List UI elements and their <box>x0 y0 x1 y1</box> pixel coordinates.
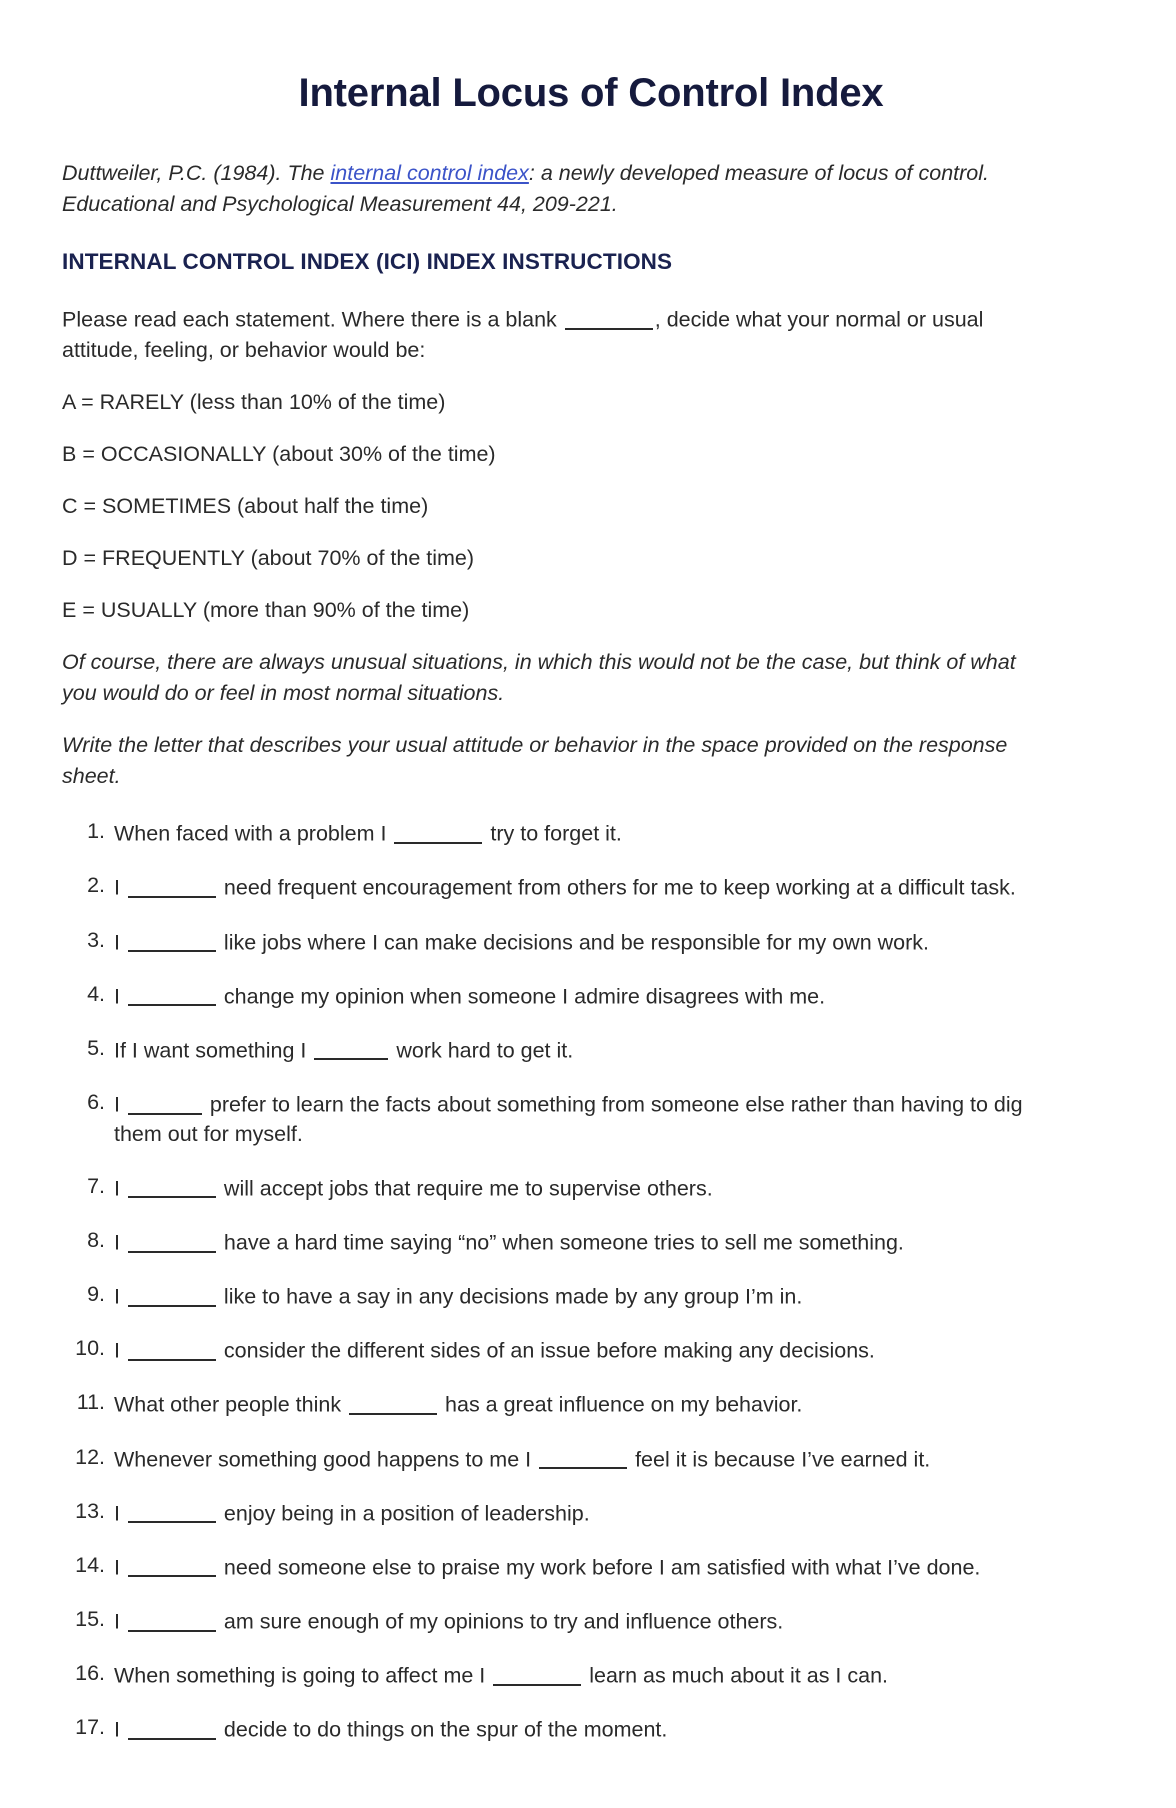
item-text-before-blank: I <box>114 1609 126 1634</box>
item-answer-blank[interactable] <box>349 1391 437 1415</box>
item-text-after-blank: try to forget it. <box>484 821 622 846</box>
item-text-after-blank: have a hard time saying “no” when someone tries to sell me something. <box>217 1230 904 1255</box>
item-answer-blank[interactable] <box>394 820 482 844</box>
item-text-after-blank: learn as much about it as I can. <box>583 1663 888 1688</box>
scale-option-d: D = FREQUENTLY (about 70% of the time) <box>62 546 475 570</box>
item-answer-blank[interactable] <box>539 1446 627 1470</box>
item-number: 5. <box>87 1035 105 1060</box>
item-text <box>114 1659 1074 1691</box>
item-number: 12. <box>75 1444 105 1469</box>
questionnaire-item <box>62 1713 1120 1745</box>
item-answer-blank[interactable] <box>128 874 216 898</box>
item-text <box>114 980 1074 1012</box>
item-text-before-blank: I <box>114 1284 126 1309</box>
item-number: 10. <box>75 1336 105 1361</box>
item-text-before-blank: I <box>114 875 126 900</box>
item-text-after-blank: decide to do things on the spur of the moment. <box>217 1717 668 1742</box>
item-text <box>114 871 1074 903</box>
item-number: 3. <box>87 927 105 952</box>
item-text <box>114 1034 1074 1066</box>
questionnaire-item <box>62 871 1120 903</box>
item-number: 11. <box>76 1390 105 1415</box>
item-answer-blank[interactable] <box>128 1175 216 1199</box>
item-text-before-blank: I <box>114 1501 126 1526</box>
questionnaire-item <box>62 980 1120 1012</box>
item-answer-blank[interactable] <box>128 1716 216 1740</box>
item-text <box>114 1088 1074 1150</box>
questionnaire-item <box>62 1659 1120 1691</box>
instructions-text-part2: , decide what your normal or usual attitude, feeling, or behavior would be: <box>62 307 984 362</box>
questionnaire-item <box>62 1443 1120 1475</box>
item-text-after-blank: consider the different sides of an issue before making any decisions. <box>217 1338 875 1363</box>
item-number: 7. <box>87 1173 105 1198</box>
item-text-after-blank: change my opinion when someone I admire disagrees with me. <box>217 984 826 1009</box>
item-text-before-blank: What other people think <box>114 1392 348 1417</box>
questionnaire-item <box>62 817 1120 849</box>
item-text-after-blank: need someone else to praise my work before I am satisfied with what I’ve done. <box>217 1555 981 1580</box>
questionnaire-item <box>62 1497 1120 1529</box>
internal-control-index-link[interactable]: internal control index <box>330 161 529 185</box>
item-text-before-blank: I <box>114 1717 126 1742</box>
item-text-after-blank: prefer to learn the facts about something from someone else rather than having to dig them out for myself. <box>114 1092 1023 1147</box>
section-heading-instructions: INTERNAL CONTROL INDEX (ICI) INDEX INSTRUCTIONS <box>62 249 673 275</box>
item-number: 13. <box>75 1498 105 1523</box>
note-unusual-situations: Of course, there are always unusual situations, in which this would not be the case, but think of what you would do or feel in most normal situations. <box>62 650 1016 705</box>
item-text <box>114 817 1074 849</box>
item-text-before-blank: If I want something I <box>114 1038 313 1063</box>
item-answer-blank[interactable] <box>128 1229 216 1253</box>
item-text-before-blank: I <box>114 1176 126 1201</box>
item-answer-blank[interactable] <box>128 983 216 1007</box>
item-text-after-blank: need frequent encouragement from others for me to keep working at a difficult task. <box>217 875 1016 900</box>
questionnaire-item-list <box>62 817 1120 1745</box>
item-answer-blank[interactable] <box>128 1608 216 1632</box>
item-text <box>114 1551 1074 1583</box>
item-number: 2. <box>87 873 105 898</box>
item-text-after-blank: enjoy being in a position of leadership. <box>217 1501 590 1526</box>
questionnaire-item <box>62 1172 1120 1204</box>
item-text <box>114 1172 1074 1204</box>
item-number: 16. <box>75 1661 105 1686</box>
item-number: 6. <box>87 1090 105 1115</box>
questionnaire-item <box>62 1605 1120 1637</box>
item-text-after-blank: am sure enough of my opinions to try and influence others. <box>217 1609 784 1634</box>
questionnaire-item <box>62 1334 1120 1366</box>
item-number: 8. <box>87 1228 105 1252</box>
scale-option-e: E = USUALLY (more than 90% of the time) <box>62 598 470 623</box>
item-text <box>114 1226 1074 1258</box>
item-text <box>114 1334 1074 1366</box>
item-text <box>114 1443 1074 1475</box>
item-text <box>114 1605 1074 1637</box>
instructions-text-part1: Please read each statement. Where there is a blank <box>62 307 563 332</box>
item-text-after-blank: has a great influence on my behavior. <box>439 1392 803 1417</box>
instructions-blank <box>565 306 653 330</box>
item-number: 15. <box>75 1607 105 1632</box>
item-text-before-blank: When something is going to affect me I <box>114 1663 492 1688</box>
note-write-letter: Write the letter that describes your usual attitude or behavior in the space provided on the response sheet. <box>62 733 1008 788</box>
item-text-before-blank: I <box>114 1230 126 1255</box>
item-number: 1. <box>87 819 105 844</box>
item-answer-blank[interactable] <box>128 1554 216 1578</box>
item-text-before-blank: Whenever something good happens to me I <box>114 1447 538 1472</box>
item-text <box>114 1497 1074 1529</box>
item-text-after-blank: work hard to get it. <box>390 1038 574 1063</box>
item-answer-blank[interactable] <box>493 1662 581 1686</box>
item-text <box>114 926 1074 958</box>
item-text-before-blank: I <box>114 930 126 955</box>
item-text <box>114 1713 1074 1745</box>
item-text-before-blank: I <box>114 984 126 1009</box>
item-answer-blank[interactable] <box>128 1283 216 1307</box>
questionnaire-item <box>62 1226 1120 1258</box>
questionnaire-item <box>62 1034 1120 1066</box>
scale-option-c: C = SOMETIMES (about half the time) <box>62 493 429 518</box>
questionnaire-item <box>62 926 1120 958</box>
questionnaire-item <box>62 1551 1120 1583</box>
item-text-before-blank: I <box>114 1092 126 1117</box>
item-number: 9. <box>87 1282 105 1307</box>
item-number: 4. <box>87 981 105 1006</box>
item-text-before-blank: I <box>114 1338 126 1363</box>
item-text-after-blank: feel it is because I’ve earned it. <box>629 1447 931 1472</box>
citation-text-after: : a newly developed measure of locus of control. Educational and Psychological Measurement 44, 209-221. <box>62 161 990 216</box>
item-text-after-blank: like jobs where I can make decisions and be responsible for my own work. <box>217 930 929 955</box>
item-text <box>114 1388 1074 1420</box>
instructions-paragraph <box>62 303 1012 365</box>
citation-text-before: Duttweiler, P.C. (1984). The <box>62 161 331 185</box>
questionnaire-item <box>62 1388 1120 1420</box>
item-number: 14. <box>75 1552 105 1577</box>
questionnaire-item <box>62 1088 1120 1150</box>
item-text-before-blank: When faced with a problem I <box>114 821 393 846</box>
item-number: 17. <box>75 1715 105 1740</box>
page-title: Internal Locus of Control Index <box>298 71 884 115</box>
item-text-before-blank: I <box>114 1555 126 1580</box>
item-text <box>114 1280 1074 1312</box>
item-answer-blank[interactable] <box>128 929 216 953</box>
scale-option-b: B = OCCASIONALLY (about 30% of the time) <box>62 441 496 466</box>
item-answer-blank[interactable] <box>128 1500 216 1524</box>
item-text-after-blank: will accept jobs that require me to supervise others. <box>217 1176 713 1201</box>
item-answer-blank[interactable] <box>128 1091 202 1115</box>
questionnaire-item <box>62 1280 1120 1312</box>
scale-option-a: A = RARELY (less than 10% of the time) <box>62 389 446 414</box>
citation-reference <box>62 158 1047 219</box>
item-text-after-blank: like to have a say in any decisions made by any group I’m in. <box>217 1284 803 1309</box>
item-answer-blank[interactable] <box>314 1037 388 1061</box>
item-answer-blank[interactable] <box>128 1337 216 1361</box>
